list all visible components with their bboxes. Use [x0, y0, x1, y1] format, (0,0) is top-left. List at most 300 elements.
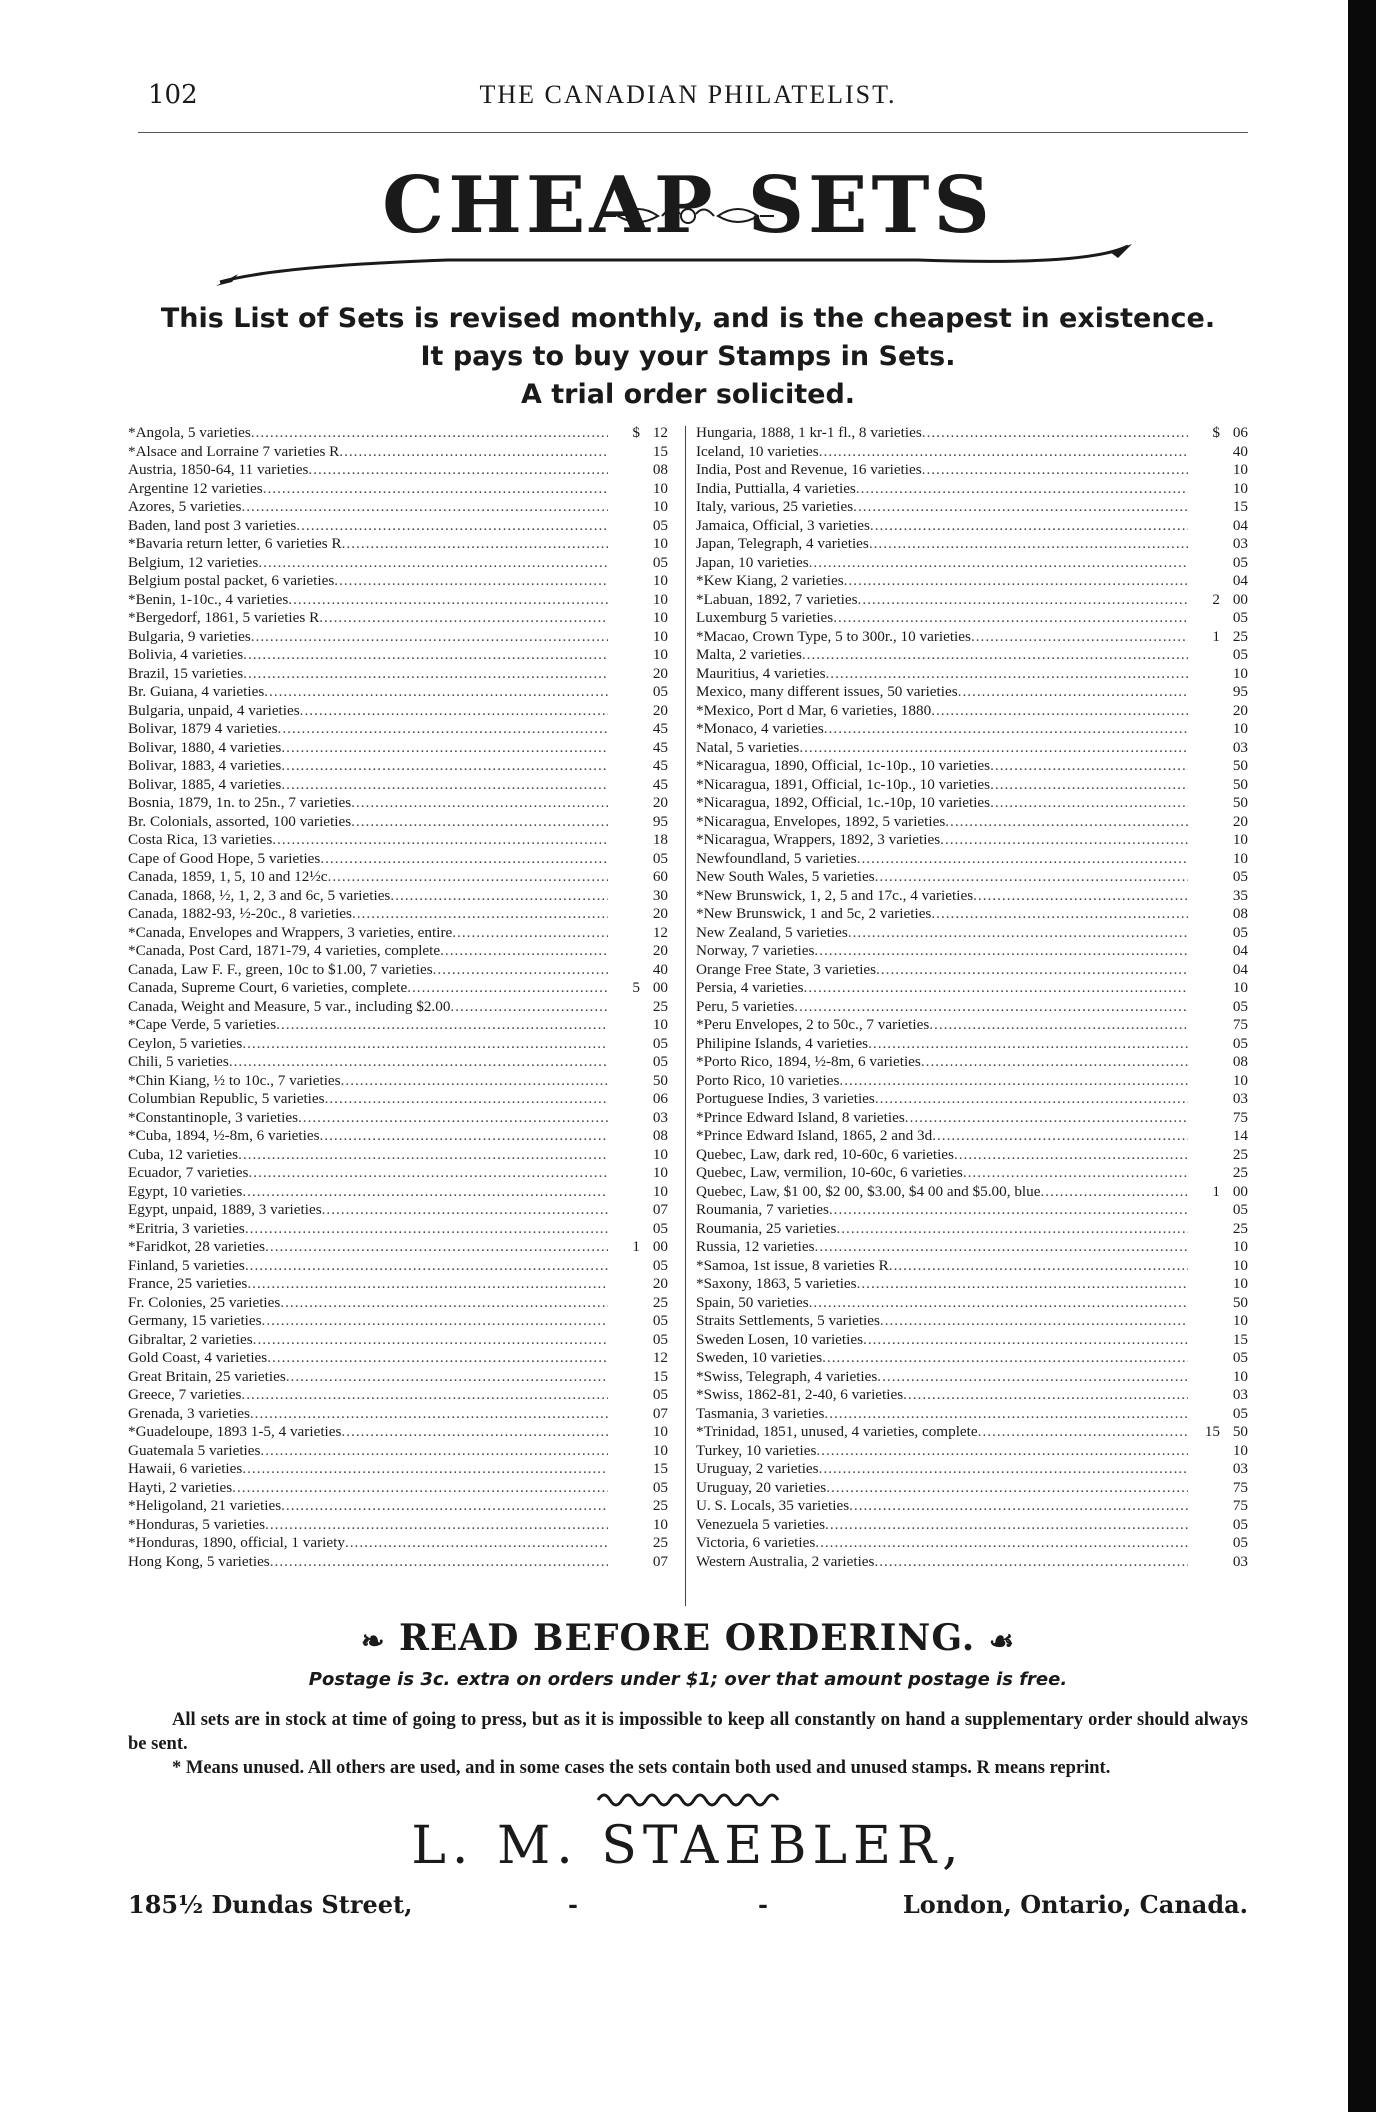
set-entry [696, 1201, 1248, 1220]
price-dollars [1188, 572, 1220, 591]
price-dollars [608, 443, 640, 462]
set-name: *Cape Verde, 5 varieties [128, 1016, 277, 1033]
price-cents: 06 [652, 1090, 668, 1107]
price-dollars [1188, 776, 1220, 795]
price-cents: 05 [652, 1053, 668, 1070]
set-entry [128, 1368, 668, 1387]
set-entry [128, 776, 668, 795]
set-entry [128, 905, 668, 924]
leader-dots [922, 424, 1188, 443]
price-cents: 05 [1232, 609, 1248, 626]
price-dollars: 2 [1212, 590, 1220, 608]
price-dollars [1188, 702, 1220, 721]
set-entry [128, 998, 668, 1017]
set-name: Luxemburg 5 varieties [696, 609, 834, 626]
price-cents: 20 [1232, 701, 1248, 719]
price-cents: 07 [652, 1404, 668, 1422]
price-dollars [1188, 850, 1220, 869]
leader-dots [242, 1183, 608, 1202]
set-name: *Samoa, 1st issue, 8 varieties R [696, 1256, 889, 1274]
price-cents: 05 [652, 553, 668, 571]
leader-dots [973, 887, 1188, 906]
price-dollars [608, 517, 640, 536]
leader-dots [263, 480, 608, 499]
set-entry [696, 1035, 1248, 1054]
price-cents: 20 [652, 905, 668, 922]
separator-dash: - [568, 1890, 578, 1919]
seller-name: L. M. STAEBLER, [411, 1816, 965, 1876]
set-entry [128, 1386, 668, 1405]
set-name: Ceylon, 5 varieties [128, 1034, 243, 1052]
set-name: India, Post and Revenue, 16 varieties [696, 461, 922, 478]
price-dollars: 15 [1204, 1423, 1220, 1440]
set-entry [696, 942, 1248, 961]
price-cents: 08 [1232, 905, 1248, 922]
set-name: France, 25 varieties [128, 1275, 248, 1292]
leader-dots [328, 868, 608, 887]
price-cents: 07 [652, 1201, 668, 1218]
set-entry [128, 720, 668, 739]
leader-dots [265, 1238, 608, 1257]
price-dollars [1188, 1035, 1220, 1054]
leader-dots [232, 1479, 608, 1498]
set-name: Western Australia, 2 varieties [696, 1552, 875, 1570]
set-entry [128, 424, 668, 443]
set-entry [128, 1090, 668, 1109]
set-entry [696, 1349, 1248, 1368]
set-name: *Canada, Envelopes and Wrappers, 3 varieties, entire [128, 923, 453, 941]
set-name: Bolivar, 1885, 4 varieties [128, 775, 282, 793]
leader-dots [816, 1442, 1188, 1461]
price-dollars [608, 1331, 640, 1350]
leader-dots [954, 1146, 1188, 1165]
price-dollars [608, 591, 640, 610]
seller-address [128, 1890, 1248, 1926]
price-list-left [128, 424, 668, 1571]
price-cents: 12 [652, 424, 668, 441]
set-entry [128, 868, 668, 887]
price-cents: 05 [652, 1330, 668, 1348]
price-cents: 30 [652, 886, 668, 904]
leader-dots [267, 1349, 608, 1368]
city-address: London, Ontario, Canada. [902, 1890, 1248, 1919]
intro-line-2: It pays to buy your Stamps in Sets. [420, 341, 956, 372]
price-cents: 05 [1232, 1515, 1248, 1533]
set-entry [128, 924, 668, 943]
set-name: Canada, 1882-93, ½-20c., 8 varieties [128, 905, 352, 922]
set-name: *Chin Kiang, ½ to 10c., 7 varieties [128, 1071, 341, 1089]
set-name: *Heligoland, 21 varieties [128, 1497, 282, 1514]
set-name: Roumania, 25 varieties [696, 1219, 837, 1237]
price-cents: 75 [1232, 1016, 1248, 1033]
price-dollars [1188, 1460, 1220, 1479]
price-dollars [608, 924, 640, 943]
price-cents: 10 [1232, 720, 1248, 737]
price-cents: 10 [1232, 1312, 1248, 1329]
price-cents: 03 [1232, 1460, 1248, 1477]
set-name: Guatemala 5 varieties [128, 1441, 261, 1459]
set-entry [696, 1479, 1248, 1498]
set-name: *Peru Envelopes, 2 to 50c., 7 varieties [696, 1016, 930, 1033]
price-dollars [608, 757, 640, 776]
set-entry [696, 1146, 1248, 1165]
set-name: Gibraltar, 2 varieties [128, 1330, 253, 1348]
price-dollars [1188, 480, 1220, 499]
set-entry [696, 1534, 1248, 1553]
set-entry [128, 1164, 668, 1183]
set-name: *Angola, 5 varieties [128, 424, 251, 441]
price-dollars [608, 831, 640, 850]
set-entry [696, 813, 1248, 832]
set-name: *Alsace and Lorraine 7 varieties R [128, 442, 340, 460]
set-name: Hong Kong, 5 varieties [128, 1552, 270, 1570]
leader-dots [281, 757, 608, 776]
price-dollars [1188, 1146, 1220, 1165]
price-dollars: 5 [632, 979, 640, 996]
leader-dots [868, 1035, 1188, 1054]
leader-dots [245, 1220, 608, 1239]
price-dollars [608, 1072, 640, 1091]
leader-dots [836, 1220, 1188, 1239]
leader-dots [799, 739, 1188, 758]
set-entry [696, 628, 1248, 647]
leader-dots [320, 850, 608, 869]
set-name: Porto Rico, 10 varieties [696, 1071, 840, 1089]
leader-dots [876, 961, 1188, 980]
price-cents: 10 [1232, 1071, 1248, 1089]
leader-dots [245, 1257, 608, 1276]
price-list-right [696, 424, 1248, 1571]
price-dollars [608, 554, 640, 573]
set-name: *Swiss, 1862-81, 2-40, 6 varieties [696, 1386, 904, 1403]
price-cents: 00 [1232, 1182, 1248, 1200]
price-cents: 20 [652, 1275, 668, 1292]
set-entry [696, 1275, 1248, 1294]
set-name: Brazil, 15 varieties [128, 664, 244, 682]
price-cents: 15 [652, 1367, 668, 1385]
set-name: Sweden Losen, 10 varieties [696, 1330, 864, 1348]
leader-dots [874, 1553, 1188, 1572]
leader-dots [242, 1460, 608, 1479]
price-cents: 05 [1232, 923, 1248, 941]
set-name: Canada, 1868, ½, 1, 2, 3 and 6c, 5 varieties [128, 886, 391, 904]
leader-dots [857, 850, 1188, 869]
set-name: *Bavaria return letter, 6 varieties R [128, 535, 342, 552]
price-cents: 18 [652, 831, 668, 848]
price-cents: 05 [652, 1219, 668, 1237]
price-dollars [1188, 1386, 1220, 1405]
set-entry [128, 1534, 668, 1553]
set-entry [128, 1294, 668, 1313]
price-cents: 40 [1232, 442, 1248, 460]
leader-dots [251, 424, 608, 443]
set-name: *Labuan, 1892, 7 varieties [696, 590, 858, 608]
price-dollars [1188, 739, 1220, 758]
price-cents: 50 [1232, 794, 1248, 811]
leader-dots [940, 831, 1188, 850]
price-cents: 10 [652, 627, 668, 645]
set-name: *Nicaragua, Wrappers, 1892, 3 varieties [696, 831, 941, 848]
page-header [128, 70, 1248, 114]
set-entry [696, 702, 1248, 721]
set-entry [128, 1460, 668, 1479]
set-name: Tasmania, 3 varieties [696, 1404, 825, 1422]
leader-dots [339, 443, 608, 462]
price-dollars [608, 1090, 640, 1109]
price-dollars [1188, 1275, 1220, 1294]
price-dollars [1188, 868, 1220, 887]
price-cents: 50 [652, 1071, 668, 1089]
price-cents: 10 [1232, 461, 1248, 478]
legend-paragraph: * Means unused. All others are used, and in some cases the sets contain both used and unused stamps. R means reprint. [172, 1758, 1111, 1778]
set-entry [696, 1553, 1248, 1572]
separator-dash: - [758, 1890, 768, 1919]
set-name: *New Brunswick, 1, 2, 5 and 17c., 4 varieties [696, 886, 974, 904]
set-name: *Porto Rico, 1894, ½-8m, 6 varieties [696, 1053, 921, 1070]
set-name: Canada, Weight and Measure, 5 var., including $2.00 [128, 997, 451, 1015]
price-cents: 00 [652, 1238, 668, 1255]
price-cents: 15 [1232, 1330, 1248, 1348]
set-entry [128, 1312, 668, 1331]
notes-block [128, 1708, 1248, 1780]
leader-dots [341, 1072, 608, 1091]
price-cents: 25 [652, 997, 668, 1015]
read-before-heading [128, 1617, 1248, 1659]
leader-dots [278, 720, 608, 739]
set-entry [696, 424, 1248, 443]
price-cents: 10 [1232, 1441, 1248, 1459]
price-cents: 45 [652, 757, 668, 774]
set-name: Austria, 1850-64, 11 varieties [128, 461, 309, 478]
price-dollars [608, 998, 640, 1017]
set-entry [696, 1312, 1248, 1331]
price-dollars [608, 1368, 640, 1387]
street-address: 185½ Dundas Street, [128, 1890, 413, 1919]
set-name: *Mexico, Port d Mar, 6 varieties, 1880 [696, 701, 932, 719]
set-name: Bolivia, 4 varieties [128, 646, 244, 663]
leader-dots [839, 1072, 1188, 1091]
set-entry [696, 1516, 1248, 1535]
price-cents: 10 [652, 479, 668, 497]
price-cents: 10 [1232, 849, 1248, 867]
set-entry [696, 1423, 1248, 1442]
price-cents: 10 [652, 1515, 668, 1533]
set-name: Bolivar, 1879 4 varieties [128, 720, 278, 737]
set-entry [128, 739, 668, 758]
set-entry [128, 1035, 668, 1054]
set-entry [696, 1183, 1248, 1202]
set-entry [696, 609, 1248, 628]
leader-dots [844, 572, 1188, 591]
price-cents: 50 [1232, 1423, 1248, 1440]
leader-dots [848, 924, 1188, 943]
leader-dots [238, 1146, 608, 1165]
flourish-ornament [598, 198, 778, 234]
price-cents: 10 [1232, 479, 1248, 497]
price-dollars [1188, 1090, 1220, 1109]
set-name: Uruguay, 20 varieties [696, 1478, 827, 1496]
set-name: Baden, land post 3 varieties [128, 516, 297, 534]
leader-dots [288, 591, 608, 610]
price-cents: 04 [1232, 516, 1248, 534]
price-cents: 04 [1232, 572, 1248, 589]
price-cents: 75 [1232, 1478, 1248, 1496]
set-entry [128, 628, 668, 647]
price-cents: 10 [1232, 831, 1248, 848]
set-name: *Macao, Crown Type, 5 to 300r., 10 varieties [696, 627, 971, 645]
leader-dots [877, 1368, 1188, 1387]
set-entry [696, 498, 1248, 517]
set-entry [696, 998, 1248, 1017]
price-dollars [608, 1035, 640, 1054]
set-entry [696, 868, 1248, 887]
price-cents: 07 [652, 1552, 668, 1570]
set-name: Persia, 4 varieties [696, 979, 804, 996]
set-name: *Saxony, 1863, 5 varieties [696, 1275, 857, 1292]
set-entry [696, 1368, 1248, 1387]
price-dollars [608, 1146, 640, 1165]
set-name: Belgium postal packet, 6 varieties [128, 572, 335, 589]
price-dollars [608, 1497, 640, 1516]
price-cents: 05 [652, 1478, 668, 1496]
leader-dots [990, 757, 1188, 776]
set-name: Bolivar, 1880, 4 varieties [128, 738, 282, 756]
set-entry [128, 887, 668, 906]
set-name: Hawaii, 6 varieties [128, 1460, 243, 1477]
price-dollars [608, 1183, 640, 1202]
set-name: Argentine 12 varieties [128, 479, 263, 497]
leader-dots [248, 1164, 608, 1183]
leader-dots [322, 1201, 608, 1220]
set-entry [128, 1553, 668, 1572]
price-dollars [608, 1127, 640, 1146]
price-cents: 25 [652, 1293, 668, 1311]
price-dollars [608, 1442, 640, 1461]
set-name: Br. Guiana, 4 varieties [128, 683, 265, 700]
price-cents: 50 [1232, 757, 1248, 774]
set-entry [696, 1257, 1248, 1276]
price-cents: 10 [652, 1016, 668, 1033]
intro-block [128, 300, 1248, 414]
price-cents: 25 [652, 1497, 668, 1514]
set-entry [128, 1516, 668, 1535]
price-cents: 25 [1232, 1145, 1248, 1163]
leader-dots [243, 646, 608, 665]
leader-dots [958, 683, 1188, 702]
price-dollars [608, 1312, 640, 1331]
set-name: Canada, Law F. F., green, 10c to $1.00, 7 varieties [128, 960, 433, 978]
leader-dots [433, 961, 608, 980]
price-dollars [1188, 1479, 1220, 1498]
price-cents: 10 [1232, 1238, 1248, 1255]
price-dollars [1188, 1442, 1220, 1461]
price-cents: 45 [652, 775, 668, 793]
leader-dots [849, 1497, 1188, 1516]
price-dollars [608, 868, 640, 887]
price-cents: 10 [1232, 664, 1248, 682]
leader-dots [853, 498, 1188, 517]
set-entry [696, 831, 1248, 850]
price-cents: 15 [652, 442, 668, 460]
set-name: U. S. Locals, 35 varieties [696, 1497, 850, 1514]
leader-dots [857, 1275, 1188, 1294]
price-dollars [1188, 535, 1220, 554]
leader-dots [407, 979, 608, 998]
price-dollars [1188, 1368, 1220, 1387]
set-name: Greece, 7 varieties [128, 1386, 242, 1403]
set-name: Cape of Good Hope, 5 varieties [128, 849, 321, 867]
set-entry [128, 979, 668, 998]
leader-dots [819, 1460, 1188, 1479]
set-name: Japan, 10 varieties [696, 553, 809, 571]
set-entry [128, 831, 668, 850]
price-cents: 05 [1232, 1034, 1248, 1052]
set-entry [696, 1127, 1248, 1146]
price-cents: 10 [652, 590, 668, 608]
set-name: Cuba, 12 varieties [128, 1145, 239, 1163]
price-dollars [608, 1220, 640, 1239]
price-dollars [1188, 1053, 1220, 1072]
leader-dots [243, 665, 608, 684]
leader-dots [250, 1405, 608, 1424]
price-cents: 03 [1232, 1090, 1248, 1107]
leader-dots [298, 1109, 608, 1128]
leader-dots [802, 646, 1188, 665]
set-entry [696, 739, 1248, 758]
leader-dots [247, 1275, 608, 1294]
price-dollars [1188, 794, 1220, 813]
price-dollars [608, 1201, 640, 1220]
price-dollars [608, 739, 640, 758]
price-dollars: 1 [632, 1238, 640, 1255]
price-cents: 20 [1232, 812, 1248, 830]
set-entry [128, 1349, 668, 1368]
set-entry [696, 646, 1248, 665]
leader-dots [251, 628, 608, 647]
set-entry [696, 794, 1248, 813]
set-name: *Prince Edward Island, 1865, 2 and 3d [696, 1127, 933, 1144]
price-dollars [1188, 517, 1220, 536]
leader-dots [856, 480, 1188, 499]
set-name: Finland, 5 varieties [128, 1256, 245, 1274]
leader-dots [905, 1109, 1188, 1128]
price-dollars [1188, 683, 1220, 702]
set-name: Natal, 5 varieties [696, 738, 800, 756]
intro-line-3: A trial order solicited. [520, 379, 856, 410]
price-dollars [608, 480, 640, 499]
leader-dots [822, 1349, 1188, 1368]
set-entry [696, 1497, 1248, 1516]
set-name: Peru, 5 varieties [696, 997, 795, 1015]
price-lists [128, 424, 1248, 1609]
set-name: Canada, Supreme Court, 6 varieties, complete [128, 979, 408, 996]
set-name: India, Puttialla, 4 varieties [696, 479, 856, 497]
price-dollars [1188, 1497, 1220, 1516]
price-cents: 25 [1232, 1219, 1248, 1237]
price-dollars [1188, 1349, 1220, 1368]
price-dollars [1188, 443, 1220, 462]
leader-dots [281, 776, 608, 795]
leader-dots [824, 720, 1188, 739]
leader-dots [809, 1294, 1188, 1313]
leader-dots [863, 1331, 1188, 1350]
set-entry [696, 1072, 1248, 1091]
set-name: Mexico, many different issues, 50 varieties [696, 683, 958, 700]
price-dollars [608, 850, 640, 869]
leader-dots [815, 1534, 1188, 1553]
price-dollars [1188, 665, 1220, 684]
cheap-sets-title: CHEAP SETS [382, 160, 994, 251]
